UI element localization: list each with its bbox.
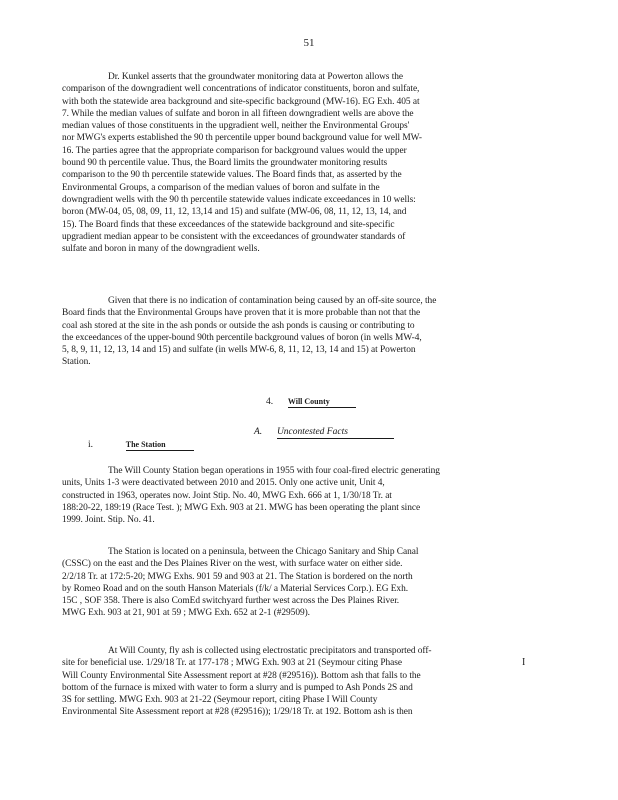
paragraph-4 [62,546,502,620]
paragraph-line: (CSSC) on the east and the Des Plaines River on the west, with surface water on either side. [62,559,403,570]
paragraph-line: Will County Environmental Site Assessment report at #28 (#29516)). Bottom ash that falls to the [62,670,421,681]
paragraph-line: boron (MW-04, 05, 08, 09, 11, 12, 13,14 and 15) and sulfate (MW-06, 08, 11, 12, 13, 14, and [62,207,407,218]
paragraph-line: Dr. Kunkel asserts that the groundwater monitoring data at Powerton allows the [108,72,403,82]
paragraph-line: sulfate and boron in many of the downgradient wells. [62,244,260,255]
paragraph-line: 2/2/18 Tr. at 172:5-20; MWG Exhs. 901 59 and 903 at 21. The Station is bordered on the north [62,571,413,582]
paragraph-5 [62,645,502,719]
paragraph-line: Given that there is no indication of contamination being caused by an off-site source, the [108,296,437,306]
paragraph-line: nor MWG's experts established the 90 th percentile upper bound background value for well MW- [62,133,423,144]
paragraph-line: coal ash stored at the site in the ash ponds or outside the ash ponds is causing or contributing to [62,320,415,331]
paragraph-line: bottom of the furnace is mixed with water to form a slurry and is pumped to Ash Ponds 2S and [62,682,413,693]
paragraph-line: site for beneficial use. 1/29/18 Tr. at 177-178 ; MWG Exh. 903 at 21 (Seymour citing Phase [62,658,402,669]
paragraph-line: upgradient median appear to be consistent with the exceedances of groundwater standards of [62,231,406,242]
paragraph-line: Board finds that the Environmental Groups have proven that it is more probable than not that the [62,308,421,319]
paragraph-line: 15C , SOF 358. There is also ComEd switchyard further west across the Des Plaines River. [62,596,400,607]
subsection-title: Uncontested Facts [277,427,394,439]
stray-mark: I [522,657,526,668]
paragraph-line: 3S for settling. MWG Exh. 903 at 21-22 (Seymour report, citing Phase I Will County [62,695,378,706]
section-heading [266,397,356,408]
paragraph-line: median values of those constituents in the upgradient well, neither the Environmental Groups' [62,121,410,132]
paragraph-line: downgradient wells with the 90 th percentile statewide values indicate exceedances in 10 wells: [62,194,416,205]
paragraph-line: MWG Exh. 903 at 21, 901 at 59 ; MWG Exh. 652 at 2-1 (#29509). [62,608,310,619]
paragraph-3 [62,465,502,526]
subsection-heading [254,427,394,439]
paragraph-line: At Will County, fly ash is collected using electrostatic precipitators and transported off- [108,646,432,656]
paragraph-line: Environmental Site Assessment report at #28 (#29516)); 1/29/18 Tr. at 192. Bottom ash is then [62,707,413,718]
page-number: 51 [303,37,315,49]
paragraph-line: comparison of the downgradient well concentrations of indicator constituents, boron and sulfate, [62,84,420,95]
paragraph-line: Station. [62,357,91,368]
paragraph-line: with both the statewide area background and site-specific background (MW-16). EG Exh. 405 at [62,96,420,107]
subsection-letter: A. [254,427,263,437]
paragraph-line: units, Units 1-3 were deactivated between 2010 and 2015. Only one active unit, Unit 4, [62,478,385,489]
paragraph-line: by Romeo Road and on the south Hanson Materials (f/k/ a Material Services Corp.). EG Exh. [62,583,408,594]
paragraph-line: 7. While the median values of sulfate and boron in all fifteen downgradient wells are above the [62,108,414,119]
paragraph-line: constructed in 1963, operates now. Joint Stip. No. 40, MWG Exh. 666 at 1, 1/30/18 Tr. at [62,490,392,501]
section-title: Will County [288,397,356,408]
paragraph-line: 15). The Board finds that these exceedances of the statewide background and site-specific [62,219,395,230]
section-number: 4. [266,397,274,407]
paragraph-line: 16. The parties agree that the appropriate comparison for background values would the upper [62,145,407,156]
paragraph-1 [62,71,502,255]
paragraph-line: 5, 8, 9, 11, 12, 13, 14 and 15) and sulfate (in wells MW-6, 8, 11, 12, 13, 14 and 15) at Powerton [62,345,416,356]
paragraph-line: 1999. Joint. Stip. No. 41. [62,515,155,526]
paragraph-line: bound 90 th percentile value. Thus, the Board limits the groundwater monitoring results [62,158,388,169]
paragraph-line: the exceedances of the upper-bound 90th percentile background values of boron (in wells MW-4, [62,332,422,343]
paragraph-2 [62,295,502,369]
subsubsection-heading [88,440,194,451]
paragraph-line: Environmental Groups, a comparison of the median values of boron and sulfate in the [62,182,380,193]
subsubsection-title: The Station [126,440,194,451]
paragraph-line: The Will County Station began operations in 1955 with four coal-fired electric generating [108,466,440,476]
subsubsection-numeral: i. [88,440,94,450]
paragraph-line: The Station is located on a peninsula, between the Chicago Sanitary and Ship Canal [108,547,419,557]
paragraph-line: 188:20-22, 189:19 (Race Test. ); MWG Exh. 903 at 21. MWG has been operating the plant since [62,502,421,513]
paragraph-line: comparison to the 90 th percentile statewide values. The Board finds that, as asserted by the [62,170,402,181]
